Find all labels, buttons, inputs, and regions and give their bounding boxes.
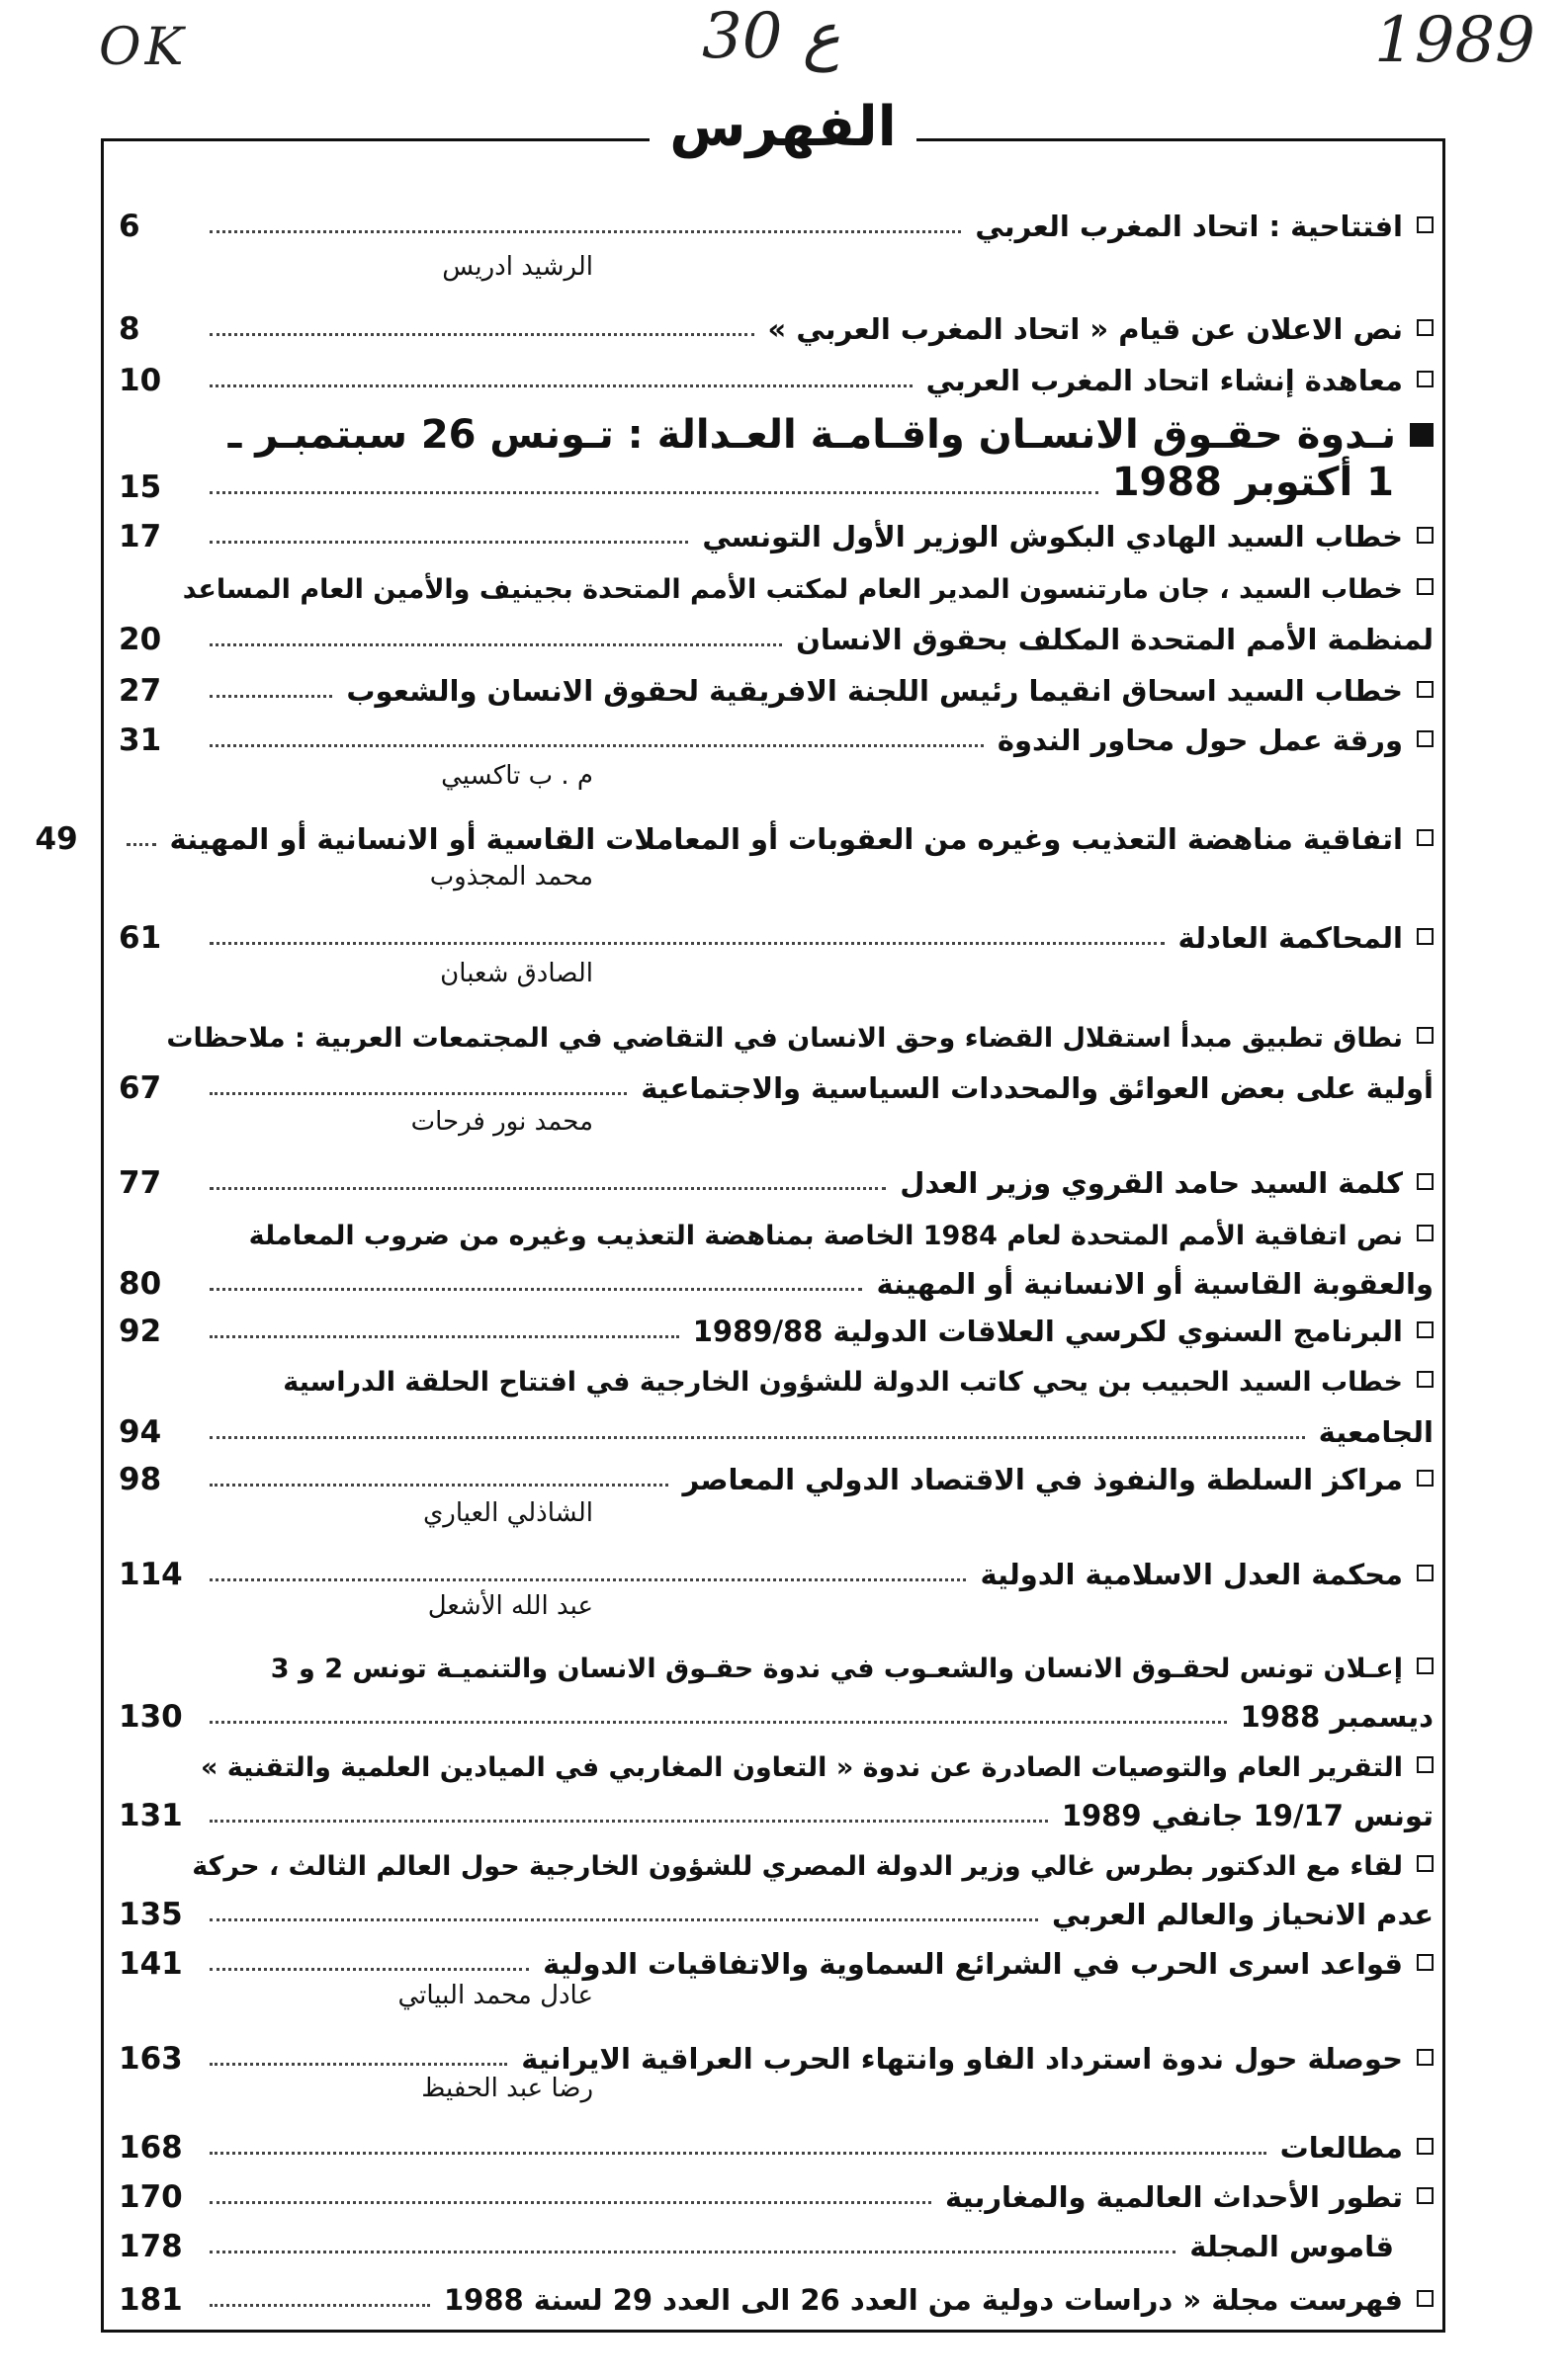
dot-leader (127, 843, 156, 846)
entry-author: الرشيد ادريس (442, 252, 593, 282)
dot-leader (210, 1578, 966, 1581)
entry-title: اتفاقية مناهضة التعذيب وغيره من العقوبات أو المعاملات القاسية أو الانسانية أو المهينة (169, 822, 1403, 857)
toc-entry-24[interactable] (119, 2161, 1434, 2214)
entry-author: الصادق شعبان (440, 959, 593, 988)
entry-title-line1: نطاق تطبيق مبدأ استقلال القضاء وحق الانسان في التقاضي في المجتمعات العربية : ملاحظات (166, 1023, 1403, 1055)
dot-leader (210, 1484, 668, 1487)
checkbox-icon (1417, 1027, 1434, 1044)
toc-entry-25[interactable] (119, 2210, 1434, 2263)
dot-leader (210, 2063, 507, 2066)
entry-title: فهرست مجلة « دراسات دولية من العدد 26 الى العدد 29 لسنة 1988 (443, 2283, 1403, 2318)
entry-title: نص الاعلان عن قيام « اتحاد المغرب العربي » (767, 312, 1403, 347)
dot-leader (210, 2152, 1266, 2155)
checkbox-icon (1417, 1954, 1434, 1971)
toc-entry-14[interactable] (119, 1295, 1434, 1348)
toc-entry-15[interactable] (119, 1344, 1434, 1398)
entry-page: 98 (119, 1461, 162, 1497)
entry-page: 27 (119, 672, 162, 709)
entry-page: 163 (119, 2040, 183, 2077)
entry-page: 131 (119, 1797, 183, 1833)
entry-title-line2: لمنظمة الأمم المتحدة المكلف بحقوق الانسان (796, 623, 1434, 657)
checkbox-icon (1417, 1173, 1434, 1190)
entry-page: 92 (119, 1313, 162, 1349)
entry-title-line1: نص اتفاقية الأمم المتحدة لعام 1984 الخاصة بمناهضة التعذيب وغيره من ضروب المعاملة (248, 1221, 1403, 1252)
checkbox-icon (1417, 527, 1434, 544)
entry-page: 8 (119, 310, 140, 347)
checkbox-icon (1417, 1225, 1434, 1241)
dot-leader (210, 1335, 679, 1338)
checkbox-icon (1417, 1855, 1434, 1872)
entry-page: 170 (119, 2178, 183, 2215)
dot-leader (210, 942, 1165, 945)
entry-title: مطالعات (1279, 2131, 1403, 2166)
entry-title: مراكز السلطة والنفوذ في الاقتصاد الدولي المعاصر (682, 1463, 1403, 1497)
checkbox-icon (1417, 1658, 1434, 1674)
entry-page: 31 (119, 722, 162, 758)
entry-title: معاهدة إنشاء اتحاد المغرب العربي (925, 364, 1403, 398)
dot-leader (210, 1968, 529, 1971)
entry-title: خطاب السيد الهادي البكوش الوزير الأول التونسي (702, 520, 1403, 554)
dot-leader (210, 541, 688, 544)
checkbox-icon (1417, 1756, 1434, 1773)
dot-leader (210, 2251, 1175, 2253)
checkbox-icon (1417, 2290, 1434, 2307)
filled-square-icon (1410, 423, 1434, 447)
entry-title: المحاكمة العادلة (1177, 921, 1403, 956)
toc-entry-3[interactable] (119, 344, 1434, 397)
toc-entry-12[interactable] (119, 1147, 1434, 1200)
checkbox-icon (1417, 2187, 1434, 2204)
entry-title: قواعد اسرى الحرب في الشرائع السماوية والاتفاقيات الدولية (543, 1947, 1403, 1982)
entry-title: قاموس المجلة (1189, 2230, 1394, 2264)
toc-entry-2[interactable] (119, 293, 1434, 346)
toc-entry-26[interactable] (119, 2263, 1434, 2317)
checkbox-icon (1417, 578, 1434, 595)
dot-leader (210, 384, 913, 387)
dot-leader (210, 1187, 886, 1190)
toc-entry-19-cont[interactable] (119, 1779, 1434, 1832)
checkbox-icon (1417, 2049, 1434, 2066)
entry-author: عبد الله الأشعل (427, 1591, 593, 1621)
toc-entry-17[interactable] (119, 1538, 1434, 1591)
checkbox-icon (1417, 2138, 1434, 2155)
entry-title: تطور الأحداث العالمية والمغاربية (945, 2180, 1403, 2215)
entry-title-line1: لقاء مع الدكتور بطرس غالي وزير الدولة المصري للشؤون الخارجية حول العالم الثالث ، حركة (192, 1851, 1403, 1883)
toc-entry-6-cont[interactable] (119, 603, 1434, 656)
entry-page: 94 (119, 1413, 162, 1450)
checkbox-icon (1417, 1565, 1434, 1581)
entry-title-line1: خطاب السيد ، جان مارتنسون المدير العام لمكتب الأمم المتحدة بجينيف والأمين العام المساعد (182, 574, 1403, 606)
toc-entry-9[interactable] (35, 803, 1434, 857)
entry-page: 77 (119, 1164, 162, 1201)
entry-author: م . ب تاكسيي (441, 761, 593, 791)
entry-title: البرنامج السنوي لكرسي العلاقات الدولية 1989/88 (692, 1315, 1403, 1349)
entry-page: 67 (119, 1069, 162, 1106)
entry-page: 181 (119, 2281, 183, 2318)
toc-entry-5[interactable] (119, 500, 1434, 553)
handwritten-ok-mark: OK (99, 18, 188, 77)
toc-entry-13[interactable] (119, 1198, 1434, 1251)
toc-entry-22[interactable] (119, 2022, 1434, 2076)
toc-entry-20[interactable] (119, 1828, 1434, 1882)
entry-title-line2: عدم الانحياز والعالم العربي (1051, 1898, 1434, 1932)
dot-leader (210, 1092, 627, 1095)
dot-leader (210, 1436, 1305, 1439)
entry-title: افتتاحية : اتحاد المغرب العربي (975, 210, 1403, 244)
dot-leader (210, 491, 1098, 494)
entry-author: الشاذلي العياري (422, 1498, 593, 1528)
entry-author: محمد نور فرحات (410, 1107, 593, 1137)
checkbox-icon (1417, 371, 1434, 387)
entry-page: 178 (119, 2228, 183, 2264)
entry-title-line1: خطاب السيد الحبيب بن يحي كاتب الدولة للشؤون الخارجية في افتتاح الحلقة الدراسية (283, 1367, 1403, 1399)
dot-leader (210, 1721, 1227, 1724)
dot-leader (210, 230, 961, 233)
toc-entry-1[interactable] (119, 190, 1434, 243)
entry-title: حوصلة حول ندوة استرداد الفاو وانتهاء الحرب العراقية الايرانية (521, 2042, 1403, 2077)
entry-title: كلمة السيد حامد القروي وزير العدل (900, 1166, 1403, 1201)
entry-page: 10 (119, 362, 162, 398)
checkbox-icon (1417, 730, 1434, 747)
dot-leader (210, 1288, 862, 1291)
entry-page: 135 (119, 1896, 183, 1932)
toc-entry-19[interactable] (119, 1730, 1434, 1783)
page-title: الفهرس (0, 95, 1566, 159)
toc-entry-21[interactable] (119, 1927, 1434, 1981)
dot-leader (210, 2304, 430, 2307)
entry-page: 130 (119, 1698, 183, 1735)
toc-entry-16[interactable] (119, 1443, 1434, 1496)
toc-entry-11[interactable] (119, 1000, 1434, 1054)
handwritten-year: 1989 (1374, 4, 1535, 77)
entry-title-line2: والعقوبة القاسية أو الانسانية أو المهينة (876, 1267, 1434, 1302)
toc-entry-7[interactable] (119, 654, 1434, 708)
checkbox-icon (1417, 928, 1434, 945)
entry-title-line1: إعـلان تونس لحقـوق الانسان والشعـوب في ندوة حقـوق الانسان والتنميـة تونس 2 و 3 (270, 1654, 1403, 1685)
dot-leader (210, 1820, 1048, 1823)
entry-title: ورقة عمل حول محاور الندوة (997, 723, 1403, 758)
entry-author: رضا عبد الحفيظ (421, 2074, 593, 2103)
checkbox-icon (1417, 216, 1434, 233)
checkbox-icon (1417, 1371, 1434, 1388)
toc-entry-18-cont[interactable] (119, 1680, 1434, 1734)
toc-entry-15-cont[interactable] (119, 1396, 1434, 1449)
entry-page: 17 (119, 518, 162, 554)
entry-page: 168 (119, 2129, 183, 2166)
entry-title-line2: أولية على بعض العوائق والمحددات السياسية والاجتماعية (641, 1071, 1434, 1106)
checkbox-icon (1417, 319, 1434, 336)
entry-page: 15 (119, 468, 162, 505)
entry-page: 141 (119, 1945, 183, 1982)
entry-title-line2: تونس 19/17 جانفي 1989 (1061, 1799, 1434, 1833)
dot-leader (210, 1918, 1038, 1921)
toc-entry-11-cont[interactable] (119, 1052, 1434, 1105)
toc-entry-13-cont[interactable] (119, 1247, 1434, 1301)
entry-title-line2: الجامعية (1318, 1415, 1434, 1450)
entry-title: محكمة العدل الاسلامية الدولية (980, 1558, 1403, 1592)
entry-author: محمد المجذوب (429, 862, 593, 892)
entry-page: 6 (119, 208, 140, 244)
toc-entry-23[interactable] (119, 2111, 1434, 2165)
checkbox-icon (1417, 1470, 1434, 1487)
checkbox-icon (1417, 829, 1434, 846)
entry-page: 20 (119, 621, 162, 657)
toc-entry-8[interactable] (119, 704, 1434, 757)
handwritten-issue-number: 30 ع (702, 0, 840, 73)
toc-entry-20-cont[interactable] (119, 1878, 1434, 1931)
dot-leader (210, 333, 754, 336)
checkbox-icon (1417, 1321, 1434, 1338)
checkbox-icon (1417, 681, 1434, 698)
entry-page: 49 (35, 820, 78, 857)
dot-leader (210, 643, 782, 646)
toc-entry-18[interactable] (119, 1631, 1434, 1684)
dot-leader (210, 744, 984, 747)
toc-entry-6[interactable] (119, 552, 1434, 605)
toc-section-heading-cont[interactable] (119, 447, 1434, 504)
entry-page: 114 (119, 1556, 183, 1592)
toc-entry-10[interactable] (119, 901, 1434, 955)
entry-title-line2: ديسمبر 1988 (1240, 1700, 1434, 1735)
entry-author: عادل محمد البياتي (397, 1981, 593, 2010)
entry-page: 80 (119, 1265, 162, 1302)
section-title-line2: 1 أكتوبر 1988 (1111, 460, 1394, 505)
section-title-line1: نـدوة حقـوق الانسـان واقـامـة العـدالة : تـونس 26 سبتمبـر ـ (227, 412, 1396, 458)
dot-leader (210, 695, 332, 698)
dot-leader (210, 2201, 931, 2204)
entry-title-line1: التقرير العام والتوصيات الصادرة عن ندوة « التعاون المغاربي في الميادين العلمية والتقنية » (200, 1752, 1403, 1784)
entry-title: خطاب السيد اسحاق انقيما رئيس اللجنة الافريقية لحقوق الانسان والشعوب (346, 674, 1403, 709)
entry-page: 61 (119, 919, 162, 956)
